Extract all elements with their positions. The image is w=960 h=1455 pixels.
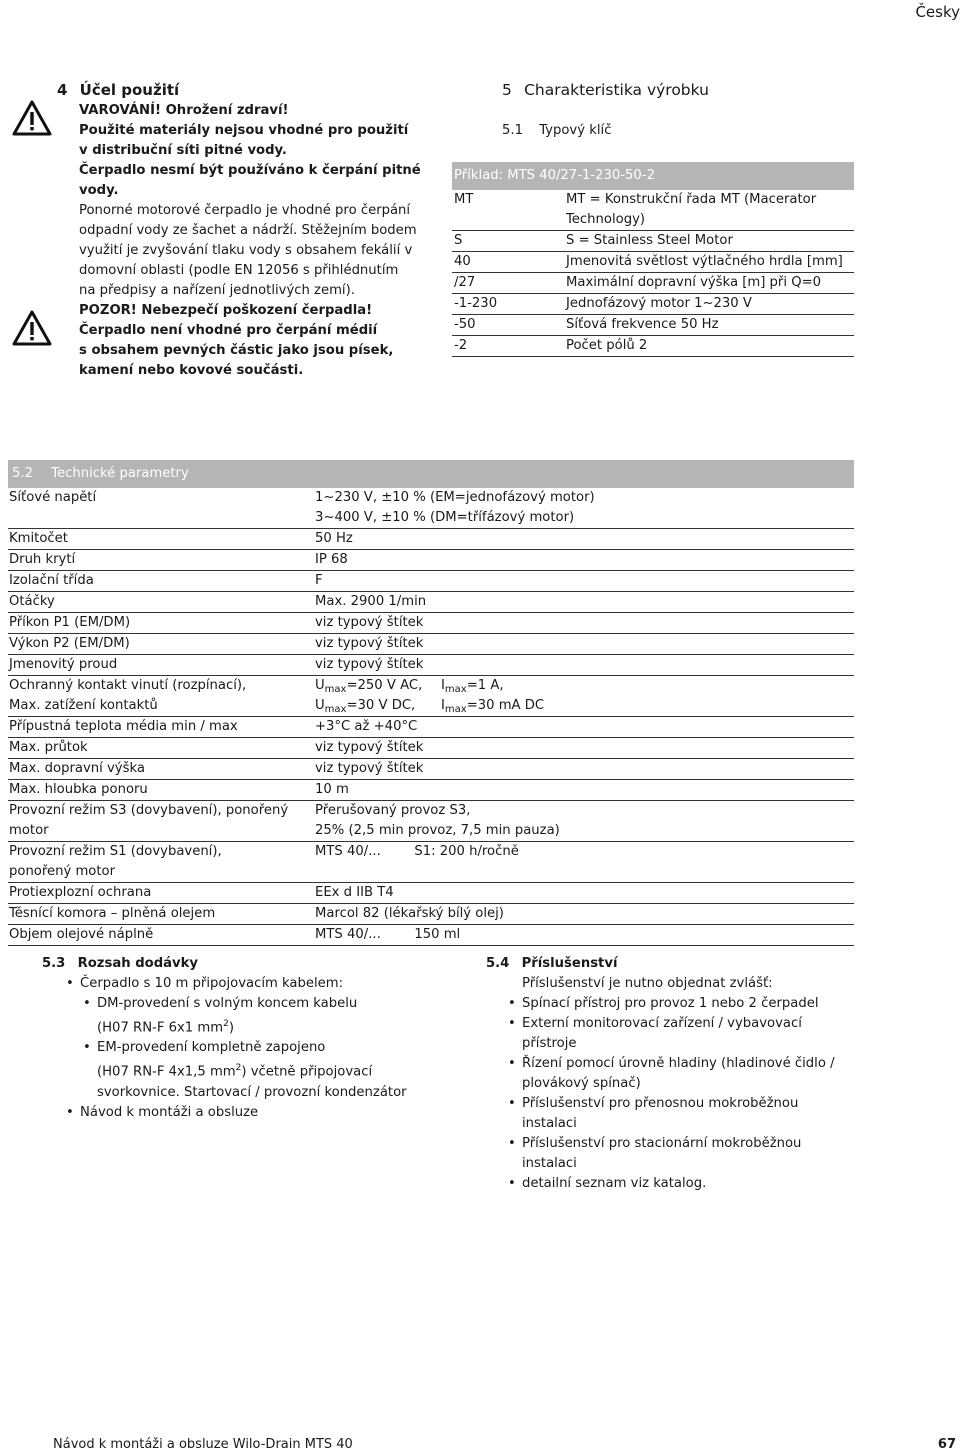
table-row [8, 571, 854, 592]
body-line: kamení nebo kovové součásti. [79, 363, 304, 378]
type-key-description [566, 252, 854, 272]
type-key-code: /27 [454, 275, 476, 290]
list-item-text: svorkovnice. Startovací / provozní kondenzátor [97, 1084, 407, 1100]
section-number: 5 [502, 81, 512, 99]
parameter-label [8, 904, 315, 924]
list-item-text: • Řízení pomocí úrovně hladiny (hladinové čidlo / [522, 1056, 835, 1071]
section-5-3-heading [42, 954, 462, 974]
table-row [8, 842, 854, 883]
value-line: 25% (2,5 min provoz, 7,5 min pauza) [315, 823, 560, 838]
table-row [8, 738, 854, 759]
type-key-description [566, 336, 854, 356]
label-line: Max. dopravní výška [9, 761, 145, 776]
label-line: ponořený motor [9, 864, 116, 879]
parameter-label [8, 634, 315, 654]
list-item-text: • Externí monitorovací zařízení / vybavovací [522, 1016, 802, 1031]
parameter-label [8, 801, 315, 841]
parameter-label [8, 550, 315, 570]
subsection-title: Příslušenství [521, 956, 618, 971]
type-key-table [452, 162, 854, 357]
value-line: 50 Hz [315, 531, 353, 546]
list-item [505, 1054, 886, 1094]
value-line: $U_{max}=30$ V DC, $I_{max}=30$ mA DC [315, 698, 545, 715]
list-item-text: instalaci [522, 1156, 577, 1171]
table-row [8, 759, 854, 780]
value-line: viz typový štítek [315, 615, 424, 630]
description-line: S = Stainless Steel Motor [566, 233, 733, 248]
type-key-row [452, 231, 854, 252]
list-item [80, 1038, 462, 1102]
parameter-value [315, 634, 854, 654]
type-key-code: S [454, 233, 463, 248]
table-row [8, 780, 854, 801]
parameter-label [8, 717, 315, 737]
body-line: využití je zvyšování tlaku vody s obsahem fekálií v [79, 243, 413, 258]
table-row [8, 529, 854, 550]
list-item [505, 1094, 886, 1134]
parameter-value [315, 738, 854, 758]
technical-parameters-table [8, 460, 854, 946]
parameter-label [8, 613, 315, 633]
parameter-label [8, 488, 315, 528]
parameter-value [315, 592, 854, 612]
type-key-row [452, 294, 854, 315]
type-key-code: -2 [454, 338, 468, 353]
label-line: Provozní režim S3 (dovybavení), ponořený [9, 803, 289, 818]
footer-text: Návod k montáži a obsluze Wilo-Drain MTS 40 [53, 1437, 353, 1452]
label-line: Ochranný kontakt vinutí (rozpínací), [9, 678, 247, 693]
type-key-row [452, 315, 854, 336]
list-item [505, 1174, 886, 1194]
body-line: Ponorné motorové čerpadlo je vhodné pro čerpání [79, 203, 411, 218]
list-item [63, 1103, 462, 1123]
value-line: 3~400 V, ±10 % (DM=třífázový motor) [315, 510, 575, 525]
table-row [8, 655, 854, 676]
list-item-text: • detailní seznam viz katalog. [522, 1176, 707, 1191]
table-row [8, 613, 854, 634]
page-number: 67 [937, 1437, 956, 1452]
value-line: 10 m [315, 782, 349, 797]
list-item-text: • Příslušenství pro přenosnou mokroběžnou [522, 1096, 799, 1111]
parameter-value [315, 613, 854, 633]
warning-icon [12, 100, 52, 136]
list-item [505, 1134, 886, 1174]
type-key-description [566, 190, 854, 230]
parameter-value [315, 925, 854, 945]
label-line: Kmitočet [9, 531, 68, 546]
parameter-label [8, 759, 315, 779]
table-row [8, 925, 854, 946]
subsection-title: Rozsah dodávky [77, 956, 198, 971]
description-line: Maximální dopravní výška [m] při Q=0 [566, 275, 822, 290]
section-title: Účel použití [79, 81, 180, 99]
body-line: s obsahem pevných částic jako jsou písek, [79, 343, 394, 358]
accessories-intro: Příslušenství je nutno objednat zvlášť: [522, 976, 773, 991]
parameter-value [315, 780, 854, 800]
list-item-text: (H07 RN-F 6x1 $mm^2$) [97, 1019, 234, 1036]
body-line: Čerpadlo nesmí být používáno k čerpání pitné [79, 163, 421, 178]
label-line: Jmenovitý proud [9, 657, 118, 672]
subsection-title: Typový klíč [539, 123, 612, 138]
section-title: Charakteristika výrobku [524, 81, 709, 99]
value-line: F [315, 573, 323, 588]
table-row [8, 634, 854, 655]
parameter-value [315, 904, 854, 924]
description-line: Počet pólů 2 [566, 338, 648, 353]
subsection-title: Technické parametry [51, 466, 189, 481]
label-line: Přípustná teplota média min / max [9, 719, 238, 734]
subsection-5-1-heading [502, 121, 611, 141]
type-key-code: -50 [454, 317, 476, 332]
label-line [9, 508, 315, 528]
subsection-number: 5.1 [502, 123, 523, 138]
list-item-text: • EM-provedení kompletně zapojeno [97, 1040, 326, 1056]
table-row [8, 801, 854, 842]
label-line: Protiexplozní ochrana [9, 885, 152, 900]
body-line: Čerpadlo není vhodné pro čerpání médií [79, 323, 378, 338]
body-line: Použité materiály nejsou vhodné pro použití [79, 123, 409, 138]
label-line: Výkon P2 (EM/DM) [9, 636, 130, 651]
list-item [505, 994, 886, 1014]
parameter-value [315, 717, 854, 737]
description-line: Jmenovitá světlost výtlačného hrdla [mm] [566, 254, 843, 269]
type-key-code: MT [454, 192, 474, 207]
accessories-list [505, 994, 886, 1194]
parameter-label [8, 676, 315, 716]
list-item-text: • Spínací přístroj pro provoz 1 nebo 2 čerpadel [522, 996, 819, 1011]
label-line: Příkon P1 (EM/DM) [9, 615, 131, 630]
label-line: Max. průtok [9, 740, 88, 755]
label-line: Těsnící komora – plněná olejem [9, 906, 216, 921]
subsection-number: 5.4 [486, 956, 510, 971]
table-row [8, 488, 854, 529]
label-line: Provozní režim S1 (dovybavení), [9, 844, 222, 859]
table-row [8, 592, 854, 613]
parameter-label [8, 738, 315, 758]
list-item-text: přístroje [522, 1036, 577, 1051]
parameter-value [315, 759, 854, 779]
table-row [8, 550, 854, 571]
sub-list [80, 994, 462, 1103]
body-line: odpadní vody ze šachet a nádrží. Stěžejním bodem [79, 223, 417, 238]
language-label: Česky [915, 3, 960, 21]
list-item-text: • Příslušenství pro stacionární mokroběžnou [522, 1136, 802, 1151]
parameter-value [315, 550, 854, 570]
type-key-row [452, 273, 854, 294]
value-line: Max. 2900 1/min [315, 594, 427, 609]
section-5-4 [486, 954, 886, 1194]
parameter-value [315, 842, 854, 882]
parameter-value [315, 571, 854, 591]
label-line: Izolační třída [9, 573, 94, 588]
type-key-example: Příklad: MTS 40/27-1-230-50-2 [452, 162, 854, 190]
table-row [8, 904, 854, 925]
label-line: Otáčky [9, 594, 55, 609]
value-line: MTS 40/... 150 ml [315, 927, 461, 942]
value-line: 1~230 V, ±10 % (EM=jednofázový motor) [315, 490, 595, 505]
list-item [63, 974, 462, 1103]
list-item-text: instalaci [522, 1116, 577, 1131]
parameter-label [8, 571, 315, 591]
section-4-body [79, 101, 421, 381]
type-key-row [452, 190, 854, 231]
body-line: POZOR! Nebezpečí poškození čerpadla! [79, 303, 373, 318]
table-row [8, 676, 854, 717]
subsection-number: 5.2 [12, 466, 33, 481]
type-key-description [566, 294, 854, 314]
section-5-3 [42, 954, 462, 1123]
value-line: viz typový štítek [315, 657, 424, 672]
list-item [505, 1014, 886, 1054]
parameter-label [8, 780, 315, 800]
type-key-code: 40 [454, 254, 471, 269]
parameter-label [8, 592, 315, 612]
description-line: Technology) [566, 212, 646, 227]
type-key-row [452, 252, 854, 273]
value-line: MTS 40/... S1: 200 h/ročně [315, 844, 519, 859]
value-line: Přerušovaný provoz S3, [315, 803, 471, 818]
label-line: Max. zatížení kontaktů [9, 698, 158, 713]
body-line: vody. [79, 183, 119, 198]
description-line: MT = Konstrukční řada MT (Macerator [566, 192, 817, 207]
parameter-value [315, 883, 854, 903]
section-4-heading [57, 80, 179, 102]
label-line: Síťové napětí [9, 490, 97, 505]
tech-table-header [8, 460, 854, 488]
parameter-label [8, 842, 315, 882]
value-line: +3°C až +40°C [315, 719, 418, 734]
list-item-text: Čerpadlo s 10 m připojovacím kabelem: [80, 976, 344, 991]
parameter-value [315, 801, 854, 841]
table-row [8, 717, 854, 738]
caution-icon [12, 310, 52, 346]
label-line: Max. hloubka ponoru [9, 782, 148, 797]
list-item-text: (H07 RN-F 4x1,5 $mm^2$) včetně připojovací [97, 1063, 373, 1080]
label-line: motor [9, 823, 49, 838]
body-line: VAROVÁNÍ! Ohrožení zdraví! [79, 103, 289, 118]
type-key-code: -1-230 [454, 296, 498, 311]
section-number: 4 [57, 81, 68, 99]
value-line: IP 68 [315, 552, 348, 567]
parameter-label [8, 655, 315, 675]
description-line: Síťová frekvence 50 Hz [566, 317, 719, 332]
value-line: viz typový štítek [315, 636, 424, 651]
parameter-label [8, 883, 315, 903]
value-line: viz typový štítek [315, 740, 424, 755]
value-line: viz typový štítek [315, 761, 424, 776]
type-key-description [566, 315, 854, 335]
label-line: Objem olejové náplně [9, 927, 154, 942]
parameter-value [315, 488, 854, 528]
delivery-list [63, 974, 462, 1123]
type-key-row [452, 336, 854, 357]
description-line: Jednofázový motor 1~230 V [566, 296, 752, 311]
value-line: Marcol 82 (lékařský bílý olej) [315, 906, 504, 921]
body-line: domovní oblasti (podle EN 12056 s přihlédnutím [79, 263, 399, 278]
list-item-text: plovákový spínač) [522, 1076, 641, 1091]
table-row [8, 883, 854, 904]
subsection-number: 5.3 [42, 956, 66, 971]
list-item-text: • DM-provedení s volným koncem kabelu [97, 996, 358, 1011]
type-key-description [566, 231, 854, 251]
list-item-text: Návod k montáži a obsluze [80, 1104, 259, 1120]
body-line: v distribuční síti pitné vody. [79, 143, 287, 158]
parameter-label [8, 925, 315, 945]
label-line: Druh krytí [9, 552, 76, 567]
section-5-heading [502, 80, 709, 102]
section-5-4-heading [486, 954, 886, 974]
value-line: EEx d IIB T4 [315, 885, 394, 900]
parameter-value [315, 529, 854, 549]
type-key-description [566, 273, 854, 293]
parameter-label [8, 529, 315, 549]
body-line: na předpisy a nařízení jednotlivých zemí). [79, 283, 355, 298]
parameter-value [315, 676, 854, 716]
parameter-value [315, 655, 854, 675]
list-item [80, 994, 462, 1038]
value-line: $U_{max}=250$ V AC, $I_{max}=1$ A, [315, 678, 504, 695]
